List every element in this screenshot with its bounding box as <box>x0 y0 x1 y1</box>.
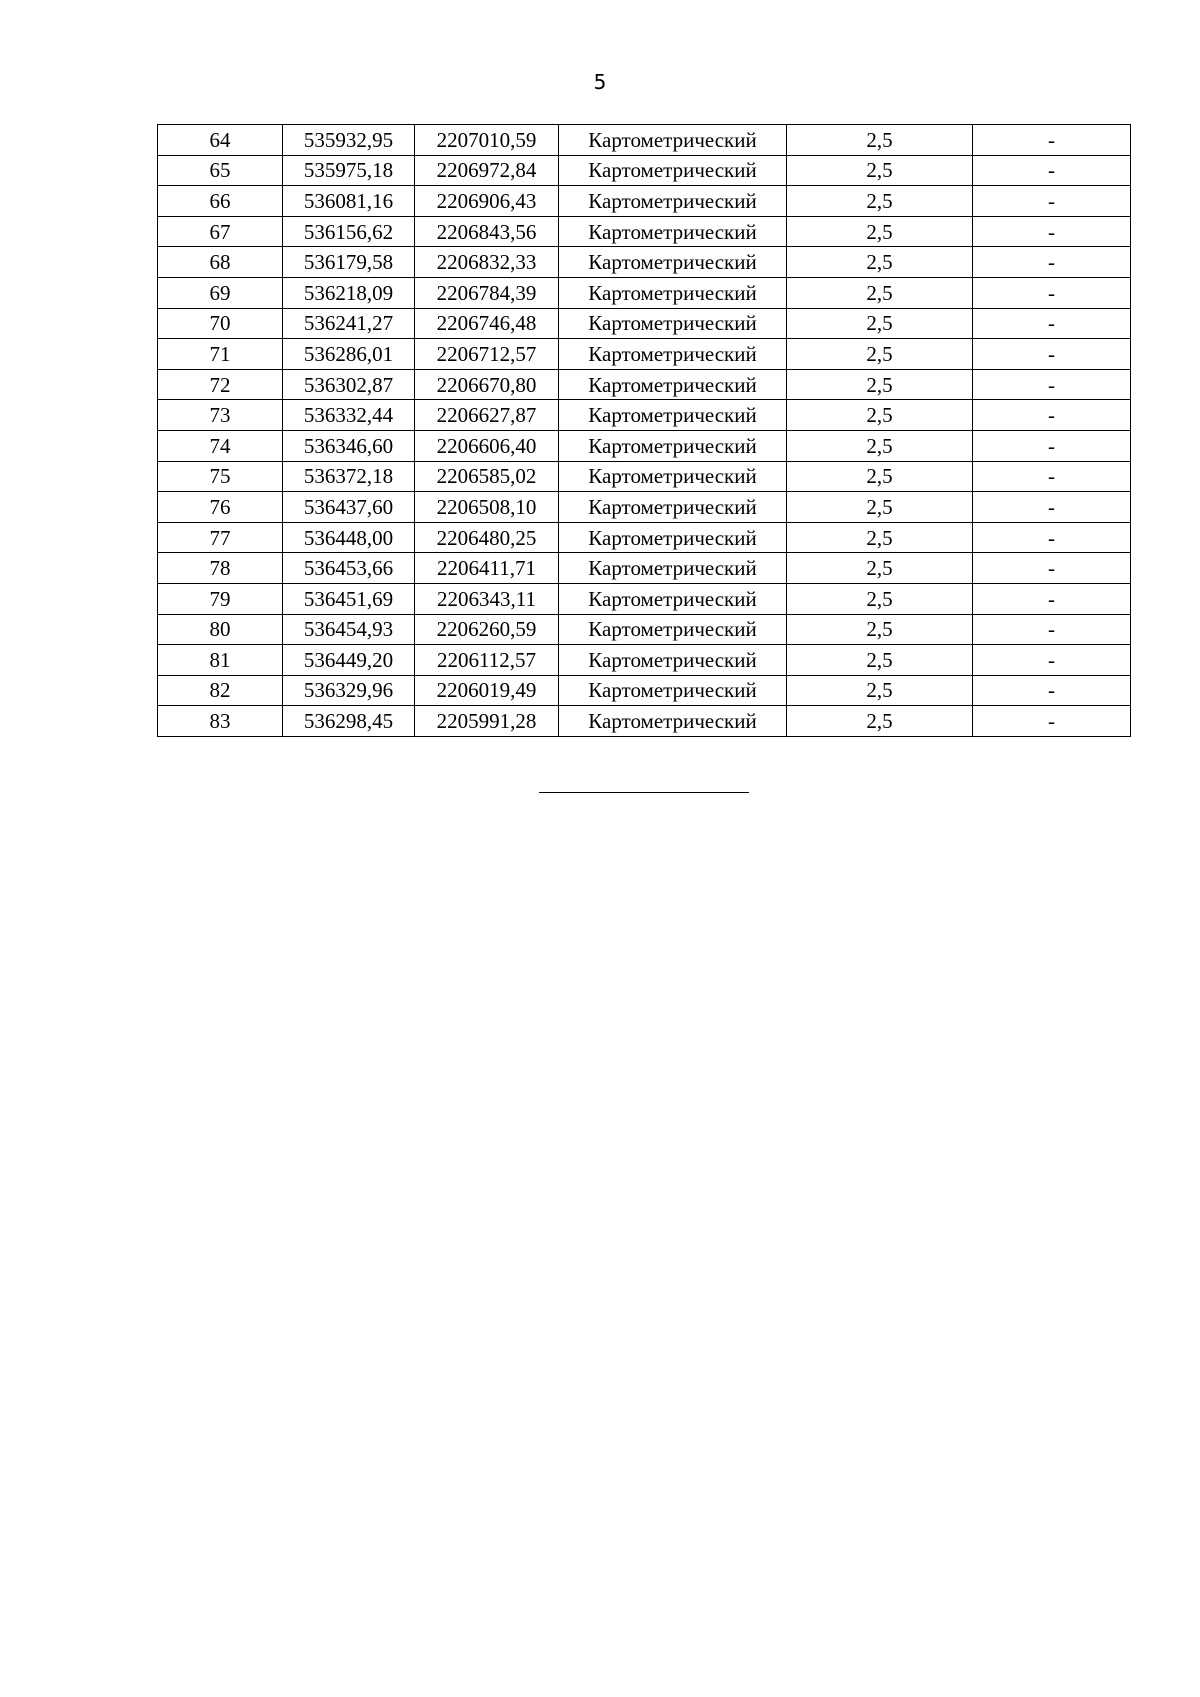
method-cell: Картометрический <box>559 461 787 492</box>
table-row <box>158 645 1131 676</box>
accuracy-cell: 2,5 <box>787 186 973 217</box>
point-number-cell: 71 <box>158 339 283 370</box>
x-coordinate-cell: 536298,45 <box>283 706 415 737</box>
table-row <box>158 369 1131 400</box>
description-cell: - <box>973 675 1131 706</box>
method-cell: Картометрический <box>559 369 787 400</box>
point-number-cell: 67 <box>158 216 283 247</box>
point-number-cell: 81 <box>158 645 283 676</box>
point-number-cell: 82 <box>158 675 283 706</box>
table-row <box>158 308 1131 339</box>
accuracy-cell: 2,5 <box>787 553 973 584</box>
y-coordinate-cell: 2205991,28 <box>415 706 559 737</box>
y-coordinate-cell: 2206606,40 <box>415 430 559 461</box>
y-coordinate-cell: 2206784,39 <box>415 277 559 308</box>
end-divider-line <box>539 792 749 793</box>
accuracy-cell: 2,5 <box>787 339 973 370</box>
point-number-cell: 72 <box>158 369 283 400</box>
y-coordinate-cell: 2206508,10 <box>415 492 559 523</box>
method-cell: Картометрический <box>559 430 787 461</box>
point-number-cell: 77 <box>158 522 283 553</box>
description-cell: - <box>973 645 1131 676</box>
table-row <box>158 277 1131 308</box>
method-cell: Картометрический <box>559 339 787 370</box>
description-cell: - <box>973 125 1131 156</box>
table-row <box>158 706 1131 737</box>
y-coordinate-cell: 2206972,84 <box>415 155 559 186</box>
table-row <box>158 186 1131 217</box>
description-cell: - <box>973 461 1131 492</box>
description-cell: - <box>973 430 1131 461</box>
y-coordinate-cell: 2206260,59 <box>415 614 559 645</box>
method-cell: Картометрический <box>559 522 787 553</box>
y-coordinate-cell: 2206906,43 <box>415 186 559 217</box>
description-cell: - <box>973 400 1131 431</box>
table-row <box>158 400 1131 431</box>
x-coordinate-cell: 535932,95 <box>283 125 415 156</box>
table-row <box>158 553 1131 584</box>
x-coordinate-cell: 536451,69 <box>283 583 415 614</box>
description-cell: - <box>973 522 1131 553</box>
y-coordinate-cell: 2206712,57 <box>415 339 559 370</box>
point-number-cell: 83 <box>158 706 283 737</box>
y-coordinate-cell: 2206746,48 <box>415 308 559 339</box>
x-coordinate-cell: 536302,87 <box>283 369 415 400</box>
accuracy-cell: 2,5 <box>787 645 973 676</box>
point-number-cell: 66 <box>158 186 283 217</box>
table-body <box>158 125 1131 737</box>
point-number-cell: 76 <box>158 492 283 523</box>
y-coordinate-cell: 2206019,49 <box>415 675 559 706</box>
table-row <box>158 675 1131 706</box>
method-cell: Картометрический <box>559 400 787 431</box>
table-row <box>158 125 1131 156</box>
x-coordinate-cell: 536286,01 <box>283 339 415 370</box>
description-cell: - <box>973 155 1131 186</box>
y-coordinate-cell: 2206832,33 <box>415 247 559 278</box>
description-cell: - <box>973 614 1131 645</box>
description-cell: - <box>973 339 1131 370</box>
point-number-cell: 78 <box>158 553 283 584</box>
description-cell: - <box>973 277 1131 308</box>
table-row <box>158 155 1131 186</box>
x-coordinate-cell: 536156,62 <box>283 216 415 247</box>
description-cell: - <box>973 308 1131 339</box>
table-row <box>158 614 1131 645</box>
accuracy-cell: 2,5 <box>787 400 973 431</box>
description-cell: - <box>973 247 1131 278</box>
method-cell: Картометрический <box>559 125 787 156</box>
accuracy-cell: 2,5 <box>787 614 973 645</box>
accuracy-cell: 2,5 <box>787 706 973 737</box>
point-number-cell: 74 <box>158 430 283 461</box>
point-number-cell: 73 <box>158 400 283 431</box>
table-row <box>158 522 1131 553</box>
accuracy-cell: 2,5 <box>787 216 973 247</box>
accuracy-cell: 2,5 <box>787 430 973 461</box>
point-number-cell: 69 <box>158 277 283 308</box>
x-coordinate-cell: 535975,18 <box>283 155 415 186</box>
y-coordinate-cell: 2206480,25 <box>415 522 559 553</box>
accuracy-cell: 2,5 <box>787 522 973 553</box>
point-number-cell: 64 <box>158 125 283 156</box>
method-cell: Картометрический <box>559 553 787 584</box>
description-cell: - <box>973 216 1131 247</box>
table-row <box>158 216 1131 247</box>
point-number-cell: 65 <box>158 155 283 186</box>
method-cell: Картометрический <box>559 155 787 186</box>
method-cell: Картометрический <box>559 216 787 247</box>
y-coordinate-cell: 2206411,71 <box>415 553 559 584</box>
table-row <box>158 247 1131 278</box>
table-row <box>158 339 1131 370</box>
method-cell: Картометрический <box>559 247 787 278</box>
point-number-cell: 80 <box>158 614 283 645</box>
coordinates-table <box>157 124 1131 737</box>
page-number: 5 <box>593 70 607 94</box>
x-coordinate-cell: 536346,60 <box>283 430 415 461</box>
description-cell: - <box>973 369 1131 400</box>
point-number-cell: 79 <box>158 583 283 614</box>
y-coordinate-cell: 2206627,87 <box>415 400 559 431</box>
y-coordinate-cell: 2206670,80 <box>415 369 559 400</box>
method-cell: Картометрический <box>559 675 787 706</box>
accuracy-cell: 2,5 <box>787 277 973 308</box>
accuracy-cell: 2,5 <box>787 492 973 523</box>
point-number-cell: 68 <box>158 247 283 278</box>
table-row <box>158 492 1131 523</box>
description-cell: - <box>973 553 1131 584</box>
y-coordinate-cell: 2206343,11 <box>415 583 559 614</box>
x-coordinate-cell: 536453,66 <box>283 553 415 584</box>
table-row <box>158 461 1131 492</box>
method-cell: Картометрический <box>559 645 787 676</box>
description-cell: - <box>973 186 1131 217</box>
accuracy-cell: 2,5 <box>787 125 973 156</box>
x-coordinate-cell: 536449,20 <box>283 645 415 676</box>
accuracy-cell: 2,5 <box>787 247 973 278</box>
accuracy-cell: 2,5 <box>787 583 973 614</box>
point-number-cell: 70 <box>158 308 283 339</box>
y-coordinate-cell: 2207010,59 <box>415 125 559 156</box>
x-coordinate-cell: 536448,00 <box>283 522 415 553</box>
x-coordinate-cell: 536218,09 <box>283 277 415 308</box>
x-coordinate-cell: 536437,60 <box>283 492 415 523</box>
method-cell: Картометрический <box>559 614 787 645</box>
description-cell: - <box>973 706 1131 737</box>
description-cell: - <box>973 583 1131 614</box>
accuracy-cell: 2,5 <box>787 675 973 706</box>
x-coordinate-cell: 536332,44 <box>283 400 415 431</box>
accuracy-cell: 2,5 <box>787 461 973 492</box>
method-cell: Картометрический <box>559 186 787 217</box>
x-coordinate-cell: 536241,27 <box>283 308 415 339</box>
table-row <box>158 430 1131 461</box>
x-coordinate-cell: 536179,58 <box>283 247 415 278</box>
method-cell: Картометрический <box>559 583 787 614</box>
method-cell: Картометрический <box>559 706 787 737</box>
y-coordinate-cell: 2206112,57 <box>415 645 559 676</box>
method-cell: Картометрический <box>559 277 787 308</box>
y-coordinate-cell: 2206843,56 <box>415 216 559 247</box>
x-coordinate-cell: 536454,93 <box>283 614 415 645</box>
method-cell: Картометрический <box>559 308 787 339</box>
accuracy-cell: 2,5 <box>787 308 973 339</box>
x-coordinate-cell: 536372,18 <box>283 461 415 492</box>
accuracy-cell: 2,5 <box>787 369 973 400</box>
y-coordinate-cell: 2206585,02 <box>415 461 559 492</box>
description-cell: - <box>973 492 1131 523</box>
point-number-cell: 75 <box>158 461 283 492</box>
method-cell: Картометрический <box>559 492 787 523</box>
table-row <box>158 583 1131 614</box>
accuracy-cell: 2,5 <box>787 155 973 186</box>
x-coordinate-cell: 536329,96 <box>283 675 415 706</box>
x-coordinate-cell: 536081,16 <box>283 186 415 217</box>
